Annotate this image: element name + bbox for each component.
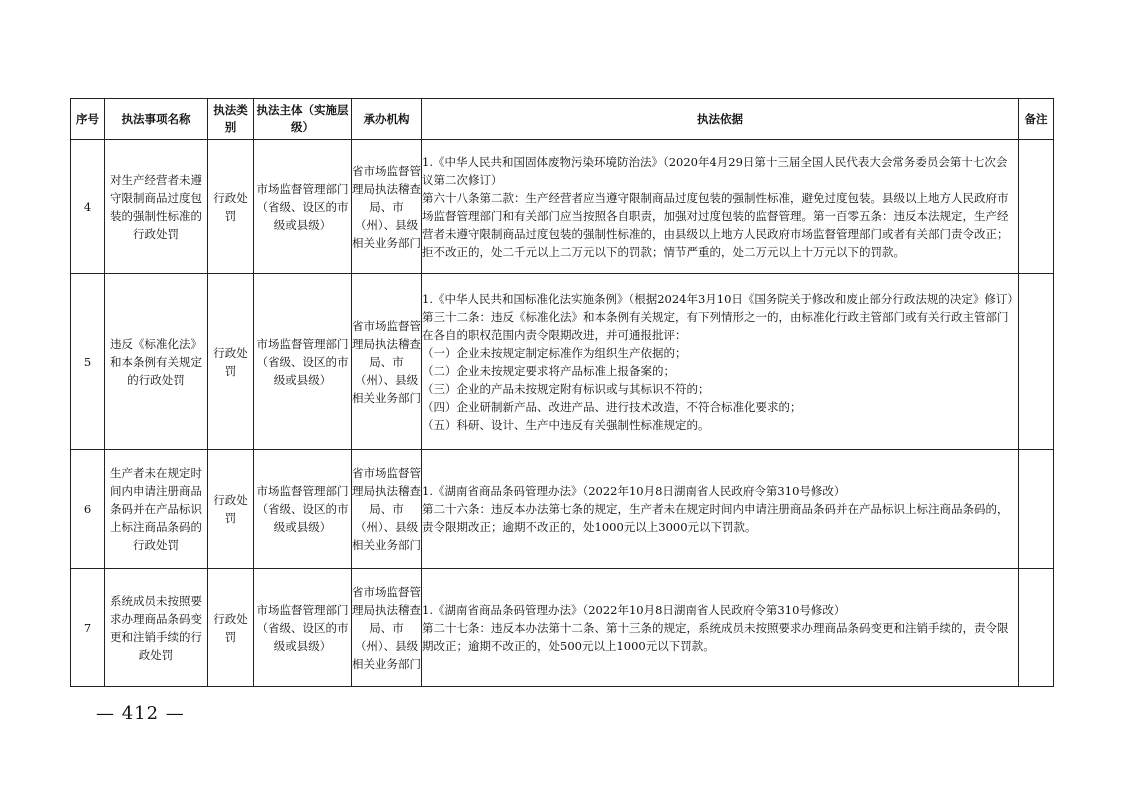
basis-line: 1.《湖南省商品条码管理办法》（2022年10月8日湖南省人民政府令第310号修改）	[422, 484, 846, 498]
row-no: 7	[71, 569, 105, 687]
header-basis: 执法依据	[422, 99, 1019, 140]
row-remark	[1019, 274, 1054, 450]
row-name: 生产者未在规定时间内申请注册商品条码并在产品标识上标注商品条码的行政处罚	[105, 450, 208, 569]
row-remark	[1019, 450, 1054, 569]
row-type: 行政处罚	[208, 140, 254, 274]
row-name: 系统成员未按照要求办理商品条码变更和注销手续的行政处罚	[105, 569, 208, 687]
row-no: 6	[71, 450, 105, 569]
basis-line: 第二十六条：违反本办法第七条的规定，生产者未在规定时间内申请注册商品条码并在产品标识上标注商品条码的，责令限期改正；逾期不改正的，处1000元以上3000元以下罚款。	[422, 502, 1009, 534]
basis-line: 1.《中华人民共和国标准化法实施条例》（根据2024年3月10日《国务院关于修改和废止部分行政法规的决定》修订）	[422, 291, 1019, 306]
row-basis	[422, 569, 1019, 687]
table-row	[71, 140, 1054, 274]
table-header-row	[71, 99, 1054, 140]
row-subject: 市场监督管理部门（省级、设区的市级或县级）	[254, 274, 352, 450]
row-agency: 省市场监督管理局执法稽查局、市（州）、县级相关业务部门	[352, 450, 422, 569]
row-agency: 省市场监督管理局执法稽查局、市（州）、县级相关业务部门	[352, 569, 422, 687]
basis-line: 第三十二条：违反《标准化法》和本条例有关规定，有下列情形之一的，由标准化行政主管部门或有关行政主管部门在各自的职权范围内责令限期改进，并可通报批评：	[422, 309, 1009, 342]
page-number: — 412 —	[96, 703, 185, 724]
row-name: 违反《标准化法》和本条例有关规定的行政处罚	[105, 274, 208, 450]
row-basis	[422, 140, 1019, 274]
row-no: 4	[71, 140, 105, 274]
table-row	[71, 274, 1054, 450]
basis-line: （三）企业的产品未按规定附有标识或与其标识不符的；	[422, 381, 710, 396]
header-agency: 承办机构	[352, 99, 422, 140]
row-agency: 省市场监督管理局执法稽查局、市（州）、县级相关业务部门	[352, 274, 422, 450]
basis-line: 1.《中华人民共和国固体废物污染环境防治法》（2020年4月29日第十三届全国人民代表大会常务委员会第十七次会议第二次修订）	[422, 154, 1008, 187]
row-basis	[422, 450, 1019, 569]
row-no: 5	[71, 274, 105, 450]
row-remark	[1019, 569, 1054, 687]
table-row	[71, 569, 1054, 687]
basis-line: （四）企业研制新产品、改进产品、进行技术改造，不符合标准化要求的；	[422, 399, 802, 414]
basis-line: 1.《湖南省商品条码管理办法》（2022年10月8日湖南省人民政府令第310号修改）	[422, 602, 846, 617]
row-type: 行政处罚	[208, 450, 254, 569]
row-type: 行政处罚	[208, 569, 254, 687]
header-subject: 执法主体（实施层级）	[254, 99, 352, 140]
basis-line: （一）企业未按规定制定标准作为组织生产依据的；	[422, 345, 687, 360]
basis-line: 第六十八条第二款：生产经营者应当遵守限制商品过度包装的强制性标准，避免过度包装。县级以上地方人民政府市场监督管理部门和有关部门应当按照各自职责，加强对过度包装的监督管理。第一百零五条：违反本法规定，生产经营者未遵守限制商品过度包装的强制性标准的，由县级以上地方人民政府市场监督管理部门或者有关部门责令改正；拒不改正的，处二千元以上二万元以下的罚款；情节严重的，处二万元以上十万元以下的罚款。	[422, 190, 1009, 259]
basis-line: （二）企业未按规定要求将产品标准上报备案的；	[422, 363, 675, 378]
enforcement-table	[70, 98, 1054, 687]
row-subject: 市场监督管理部门（省级、设区的市级或县级）	[254, 140, 352, 274]
row-name: 对生产经营者未遵守限制商品过度包装的强制性标准的行政处罚	[105, 140, 208, 274]
row-subject: 市场监督管理部门（省级、设区的市级或县级）	[254, 569, 352, 687]
header-remark: 备注	[1019, 99, 1054, 140]
row-agency: 省市场监督管理局执法稽查局、市（州）、县级相关业务部门	[352, 140, 422, 274]
row-remark	[1019, 140, 1054, 274]
basis-line: （五）科研、设计、生产中违反有关强制性标准规定的。	[422, 417, 710, 432]
row-subject: 市场监督管理部门（省级、设区的市级或县级）	[254, 450, 352, 569]
row-type: 行政处罚	[208, 274, 254, 450]
basis-line: 第二十七条：违反本办法第十二条、第十三条的规定，系统成员未按照要求办理商品条码变更和注销手续的，责令限期改正；逾期不改正的，处500元以上1000元以下罚款。	[422, 620, 1009, 653]
table-row	[71, 450, 1054, 569]
header-name: 执法事项名称	[105, 99, 208, 140]
row-basis	[422, 274, 1019, 450]
header-type: 执法类别	[208, 99, 254, 140]
header-no: 序号	[71, 99, 105, 140]
